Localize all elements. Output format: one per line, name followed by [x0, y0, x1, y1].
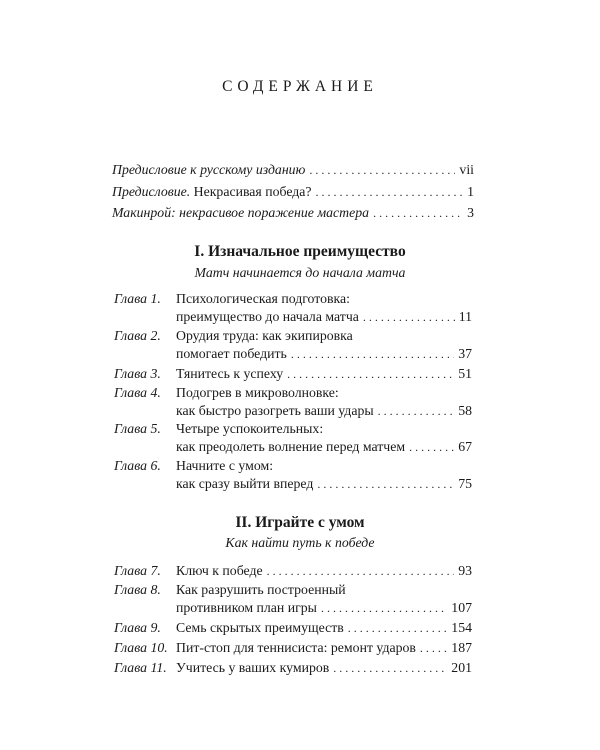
page-number: 37	[458, 346, 472, 361]
toc-entry-chapter-9	[176, 618, 472, 638]
chapter-label: Глава 8.	[114, 582, 161, 597]
part-1-title: I. Изначальное преимущество	[194, 243, 406, 260]
part-2-subtitle: Как найти путь к победе	[225, 535, 375, 550]
chapter-title-line2: как сразу выйти вперед	[176, 476, 314, 491]
page-number: 93	[458, 563, 472, 578]
chapter-label: Глава 3.	[114, 366, 161, 381]
chapter-title: Ключ к победе	[176, 563, 263, 578]
entry-title: Предисловие.	[112, 184, 191, 199]
entry-title: Макинрой: некрасивое поражение мастера	[112, 205, 370, 220]
chapter-title-line2: как преодолеть волнение перед матчем	[176, 439, 406, 454]
entry-title: Предисловие к русскому изданию	[112, 162, 306, 177]
part-2-title: II. Играйте с умом	[235, 514, 365, 531]
dot-leader	[321, 598, 447, 618]
chapter-title-line1: Четыре успокоительных:	[176, 421, 324, 436]
chapter-label: Глава 4.	[114, 385, 161, 400]
page-number: 58	[458, 403, 472, 418]
chapter-title-line1: Орудия труда: как экипировка	[176, 328, 353, 343]
dot-leader	[348, 618, 448, 638]
dot-leader	[316, 182, 464, 202]
dot-leader	[333, 658, 447, 678]
toc-entry-chapter-6	[176, 474, 472, 494]
page-number: 187	[451, 640, 472, 655]
chapter-title-line1: Как разрушить построенный	[176, 582, 346, 597]
page-number: 11	[458, 309, 472, 324]
toc-entry-foreword	[112, 182, 474, 202]
dot-leader	[373, 203, 463, 223]
toc-entry-chapter-2	[176, 344, 472, 364]
chapter-title-line2: противником план игры	[176, 600, 317, 615]
chapter-title: Пит-стоп для теннисиста: ремонт ударов	[176, 640, 416, 655]
chapter-title-line2: помогает победить	[176, 346, 287, 361]
dot-leader	[287, 364, 454, 384]
chapter-label: Глава 5.	[114, 421, 161, 436]
toc-entry-chapter-7	[176, 561, 472, 581]
dot-leader	[309, 160, 455, 180]
chapter-label: Глава 7.	[114, 563, 161, 578]
chapter-label: Глава 9.	[114, 620, 161, 635]
toc-entry-chapter-10	[176, 638, 472, 658]
chapter-title: Тянитесь к успеху	[176, 366, 284, 381]
entry-subtitle: Некрасивая победа?	[190, 184, 312, 199]
dot-leader	[409, 437, 454, 457]
dot-leader	[420, 638, 447, 658]
dot-leader	[267, 561, 455, 581]
chapter-title-line1: Подогрев в микроволновке:	[176, 385, 339, 400]
page-number: 67	[458, 439, 472, 454]
dot-leader	[363, 307, 455, 327]
toc-entry-chapter-5	[176, 437, 472, 457]
toc-entry-chapter-8	[176, 598, 472, 618]
dot-leader	[317, 474, 454, 494]
chapter-label: Глава 2.	[114, 328, 161, 343]
page-title: СОДЕРЖАНИЕ	[222, 78, 378, 95]
toc-entry-chapter-3	[176, 364, 472, 384]
page-number: 107	[451, 600, 472, 615]
dot-leader	[291, 344, 454, 364]
toc-entry-mcenroe	[112, 203, 474, 223]
page-number: vii	[459, 162, 474, 177]
page-number: 3	[467, 205, 474, 220]
chapter-label: Глава 1.	[114, 291, 161, 306]
page-number: 154	[451, 620, 472, 635]
toc-entry-chapter-11	[176, 658, 472, 678]
page-number: 75	[458, 476, 472, 491]
page-number: 1	[467, 184, 474, 199]
toc-entry-chapter-4	[176, 401, 472, 421]
toc-entry-foreword-russian	[112, 160, 474, 180]
chapter-label: Глава 6.	[114, 458, 161, 473]
chapter-title: Учитесь у ваших кумиров	[176, 660, 330, 675]
chapter-title-line2: как быстро разогреть ваши удары	[176, 403, 374, 418]
chapter-label: Глава 11.	[114, 660, 167, 675]
chapter-title-line1: Психологическая подготовка:	[176, 291, 350, 306]
chapter-title: Семь скрытых преимуществ	[176, 620, 344, 635]
page-number: 201	[451, 660, 472, 675]
toc-entry-chapter-1	[176, 307, 472, 327]
chapter-label: Глава 10.	[114, 640, 168, 655]
dot-leader	[378, 401, 455, 421]
part-1-subtitle: Матч начинается до начала матча	[194, 265, 406, 280]
chapter-title-line2: преимущество до начала матча	[176, 309, 359, 324]
chapter-title-line1: Начните с умом:	[176, 458, 274, 473]
page-number: 51	[458, 366, 472, 381]
